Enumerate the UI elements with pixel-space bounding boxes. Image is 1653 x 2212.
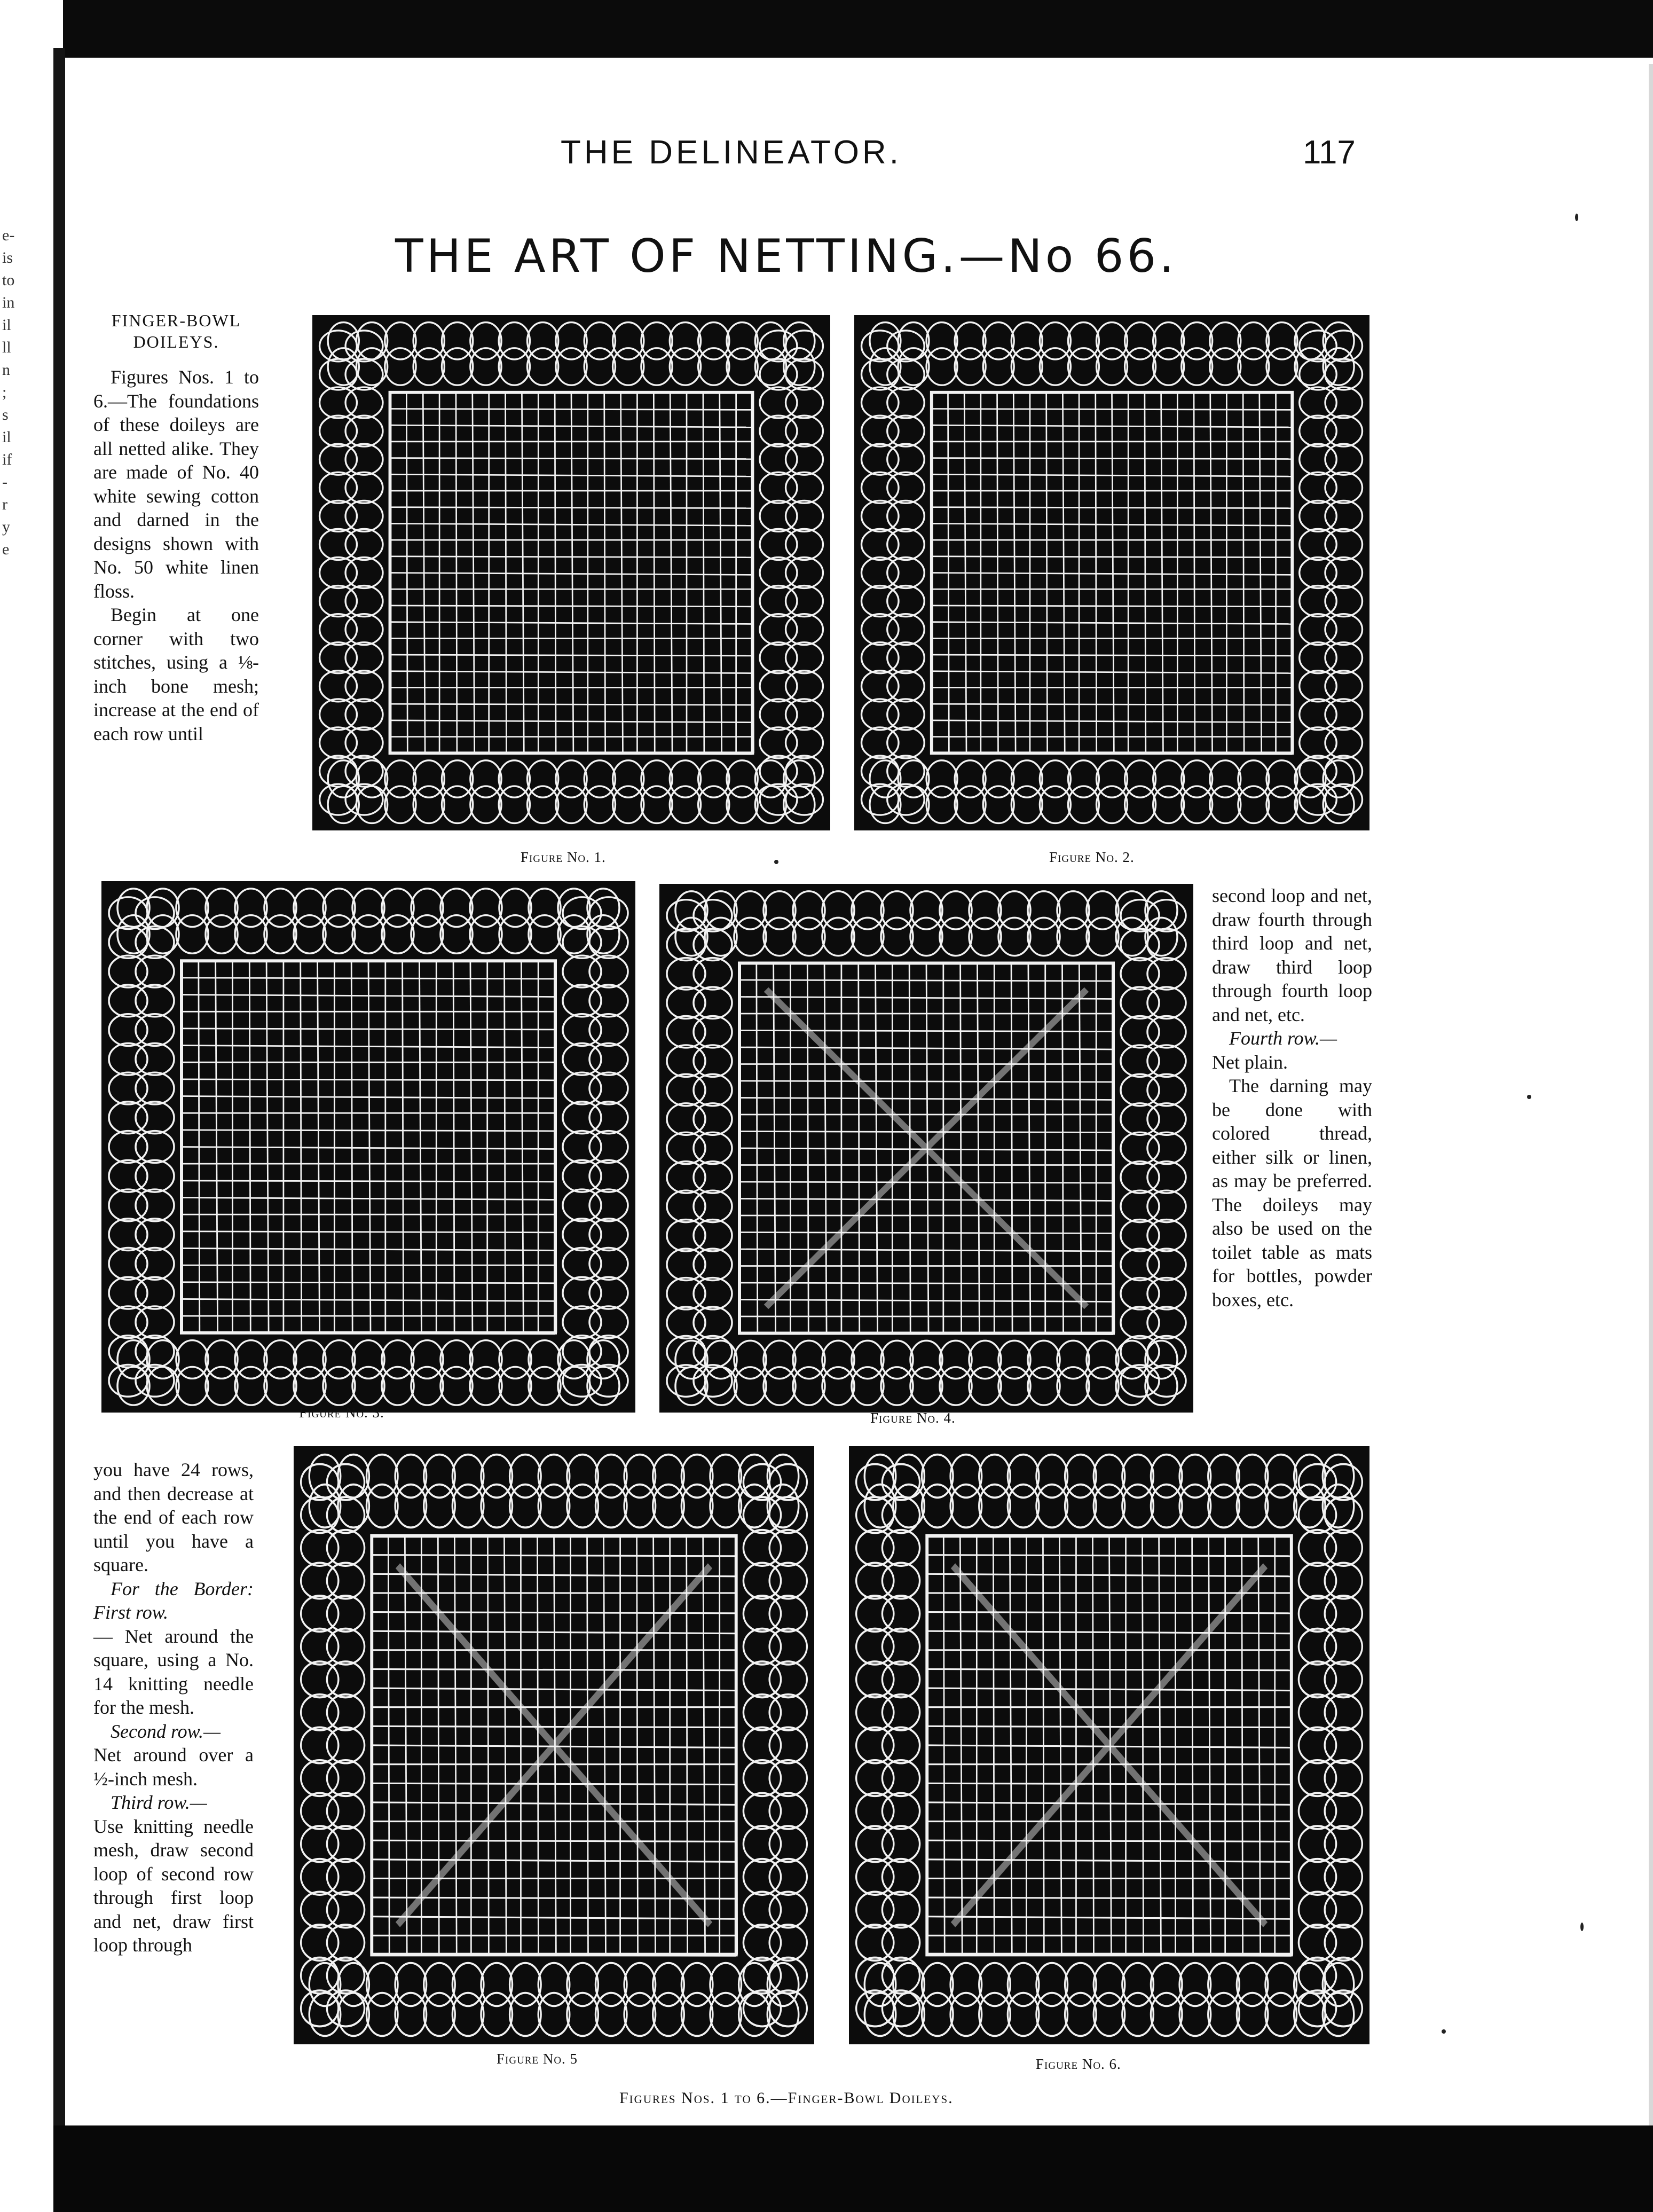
scan-speck [1580,1923,1584,1931]
row-label: For the Border: First row. [93,1578,254,1623]
facing-page-bleed-text [2,224,23,561]
row-label: Fourth row.— [1229,1027,1337,1049]
scan-speck [774,860,778,864]
paragraph [93,1720,254,1744]
row-label: Second row.— [111,1720,221,1742]
article-title: THE ART OF NETTING.—No 66. [395,230,1177,283]
paragraph: — Net around the square, using a No. 14 knitting needle for the mesh. [93,1625,254,1718]
bleed-fragment: - [2,473,7,491]
paragraph: Begin at one corner with two stitches, using a ⅛-inch bone mesh; increase at the end of each row until [93,604,259,744]
paragraph: The darning may be done with colored thread, either silk or linen, as may be preferred. The doileys may also be used on the toilet table as mats for bottles, powder boxes, etc. [1212,1075,1372,1311]
paragraph: you have 24 rows, and then decrease at the end of each row until you have a square. [93,1459,254,1575]
bleed-fragment: is [2,249,13,266]
row-label: Third row.— [111,1792,207,1813]
bleed-fragment: il [2,428,11,446]
scan-right-margin [1548,58,1653,2125]
bleed-fragment: n [2,361,10,379]
running-head: THE DELINEATOR. [561,134,902,171]
bleed-fragment: s [2,406,9,423]
scan-left-binding-shadow [53,48,65,2131]
scan-speck [1442,2029,1446,2034]
figure-caption-2: Figure No. 2. [1049,849,1135,865]
doiley-photo-5 [294,1446,814,2044]
paragraph: Net plain. [1212,1051,1288,1073]
paragraph [93,1791,254,1815]
bleed-fragment: il [2,316,11,334]
right-column [1212,884,1372,1312]
paragraph: Figures Nos. 1 to 6.—The foundations of these doileys are all netted alike. They are made of No. 40 white sewing cotton and darned in the designs shown with No. 50 white linen floss. [93,366,259,602]
netted-doiley-image [101,881,635,1413]
netted-doiley-image [659,884,1193,1413]
bleed-fragment: ; [2,383,7,401]
scan-speck [1527,1095,1531,1099]
paragraph: Use knitting needle mesh, draw second loop of second row through first loop and net, draw first loop through [93,1815,254,1956]
paragraph [1212,1026,1372,1050]
netted-doiley-image [854,315,1369,830]
bleed-fragment: if [2,451,12,468]
figure-caption-6: Figure No. 6. [1036,2056,1121,2072]
scan-right-edge [1649,64,1653,2125]
netted-doiley-image [849,1446,1369,2044]
plate-caption: Figures Nos. 1 to 6.—Finger-Bowl Doileys. [619,2089,954,2107]
bleed-fragment: e- [2,226,15,244]
paragraph: second loop and net, draw fourth through third loop and net, draw third loop through fourth loop and net, etc. [1212,885,1372,1025]
left-column-bottom [93,1458,254,1957]
doiley-photo-2 [854,315,1369,830]
section-heading: FINGER-BOWL DOILEYS. [111,311,241,351]
left-column-top [93,310,259,746]
doiley-photo-1 [312,315,830,830]
bleed-fragment: to [2,271,15,289]
scan-top-border [0,0,1653,58]
scan-speck [1575,214,1578,221]
doiley-photo-6 [849,1446,1369,2044]
netted-doiley-image [312,315,830,830]
bleed-fragment: e [2,540,10,558]
scan-bottom-border [53,2125,1653,2212]
paragraph: Net around over a ½-inch mesh. [93,1744,254,1790]
doiley-photo-4 [659,884,1193,1413]
bleed-fragment: r [2,496,7,513]
figure-caption-3: Figure No. 3. [299,1405,384,1421]
bleed-fragment: y [2,518,10,536]
netted-doiley-image [294,1446,814,2044]
figure-caption-4: Figure No. 4. [870,1410,956,1426]
bleed-fragment: ll [2,339,11,356]
paragraph [93,1577,254,1625]
figure-caption-1: Figure No. 1. [521,849,606,865]
bleed-fragment: in [2,294,15,311]
page-number: 117 [1303,134,1356,171]
doiley-photo-3 [101,881,635,1413]
figure-caption-5: Figure No. 5 [497,2051,578,2067]
